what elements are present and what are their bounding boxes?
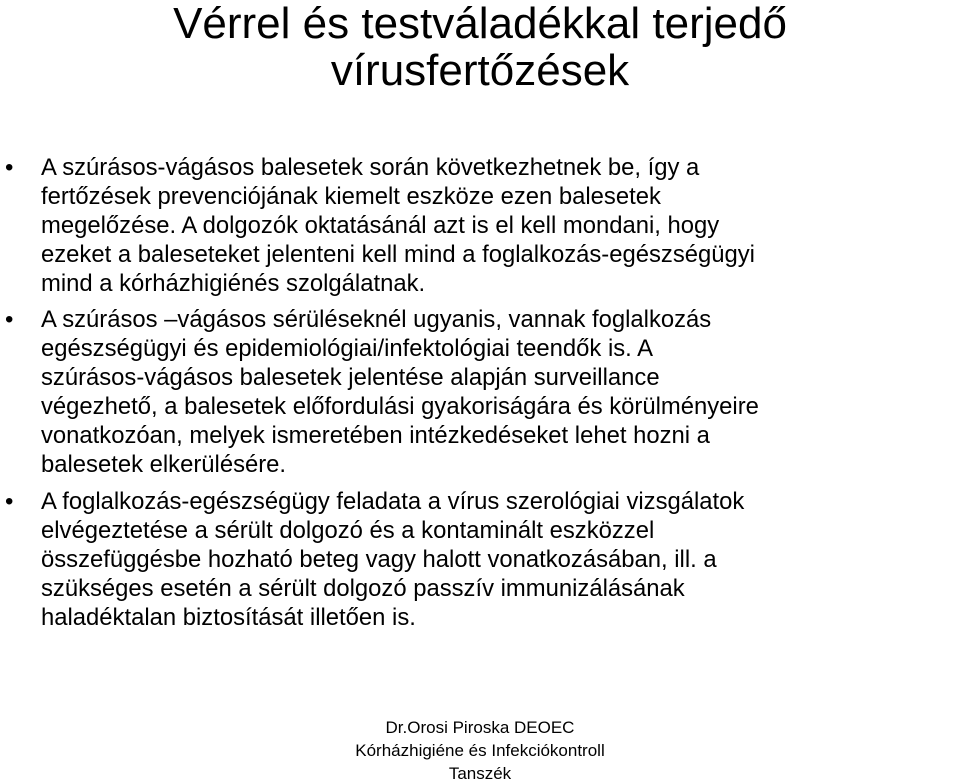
bullet-text-line: szükséges esetén a sérült dolgozó passzív immunizálásának (41, 575, 685, 602)
bullet-item (0, 487, 960, 632)
bullet-text-line: egészségügyi és epidemiológiai/infektológiai teendők is. A (41, 335, 653, 362)
bullet-text-line: megelőzése. A dolgozók oktatásánál azt is el kell mondani, hogy (41, 212, 720, 239)
bullet-dot-icon: • (5, 154, 14, 181)
bullet-text-line: végezhető, a balesetek előfordulási gyakoriságára és körülményeire (41, 393, 759, 420)
bullet-text-line: vonatkozóan, melyek ismeretében intézkedéseket lehet hozni a (41, 422, 710, 449)
bullet-list (0, 153, 960, 632)
footer-line: Kórházhigiéne és Infekciókontroll (355, 741, 605, 760)
footer-line: Dr.Orosi Piroska DEOEC (385, 718, 575, 737)
bullet-dot-icon: • (5, 306, 14, 333)
bullet-text-line: A foglalkozás-egészségügy feladata a vírus szerológiai vizsgálatok (41, 488, 745, 515)
bullet-text-line: haladéktalan biztosítását illetően is. (41, 604, 416, 631)
bullet-text-line: összefüggésbe hozható beteg vagy halott vonatkozásában, ill. a (41, 546, 717, 573)
bullet-text-line: mind a kórházhigiénés szolgálatnak. (41, 270, 426, 297)
footer-line: Tanszék (448, 764, 512, 783)
bullet-text-line: elvégeztetése a sérült dolgozó és a kontaminált eszközzel (41, 517, 655, 544)
bullet-text-line: A szúrásos –vágásos sérüléseknél ugyanis, vannak foglalkozás (41, 306, 712, 333)
bullet-text-line: szúrásos-vágásos balesetek jelentése alapján surveillance (41, 364, 660, 391)
bullet-text-line: ezeket a baleseteket jelenteni kell mind a foglalkozás-egészségügyi (41, 241, 755, 268)
slide-title (20, 0, 940, 94)
bullet-dot-icon: • (5, 488, 14, 515)
bullet-item (0, 153, 960, 298)
bullet-text-line: balesetek elkerülésére. (41, 451, 287, 478)
slide-footer (330, 716, 630, 784)
bullet-text-line: fertőzések prevenciójának kiemelt eszköze ezen balesetek (41, 183, 661, 210)
bullet-item (0, 305, 960, 479)
bullet-text-line: A szúrásos-vágásos balesetek során következhetnek be, így a (41, 154, 700, 181)
title-line: Vérrel és testváladékkal terjedő (173, 0, 787, 48)
title-line: vírusfertőzések (330, 46, 630, 95)
